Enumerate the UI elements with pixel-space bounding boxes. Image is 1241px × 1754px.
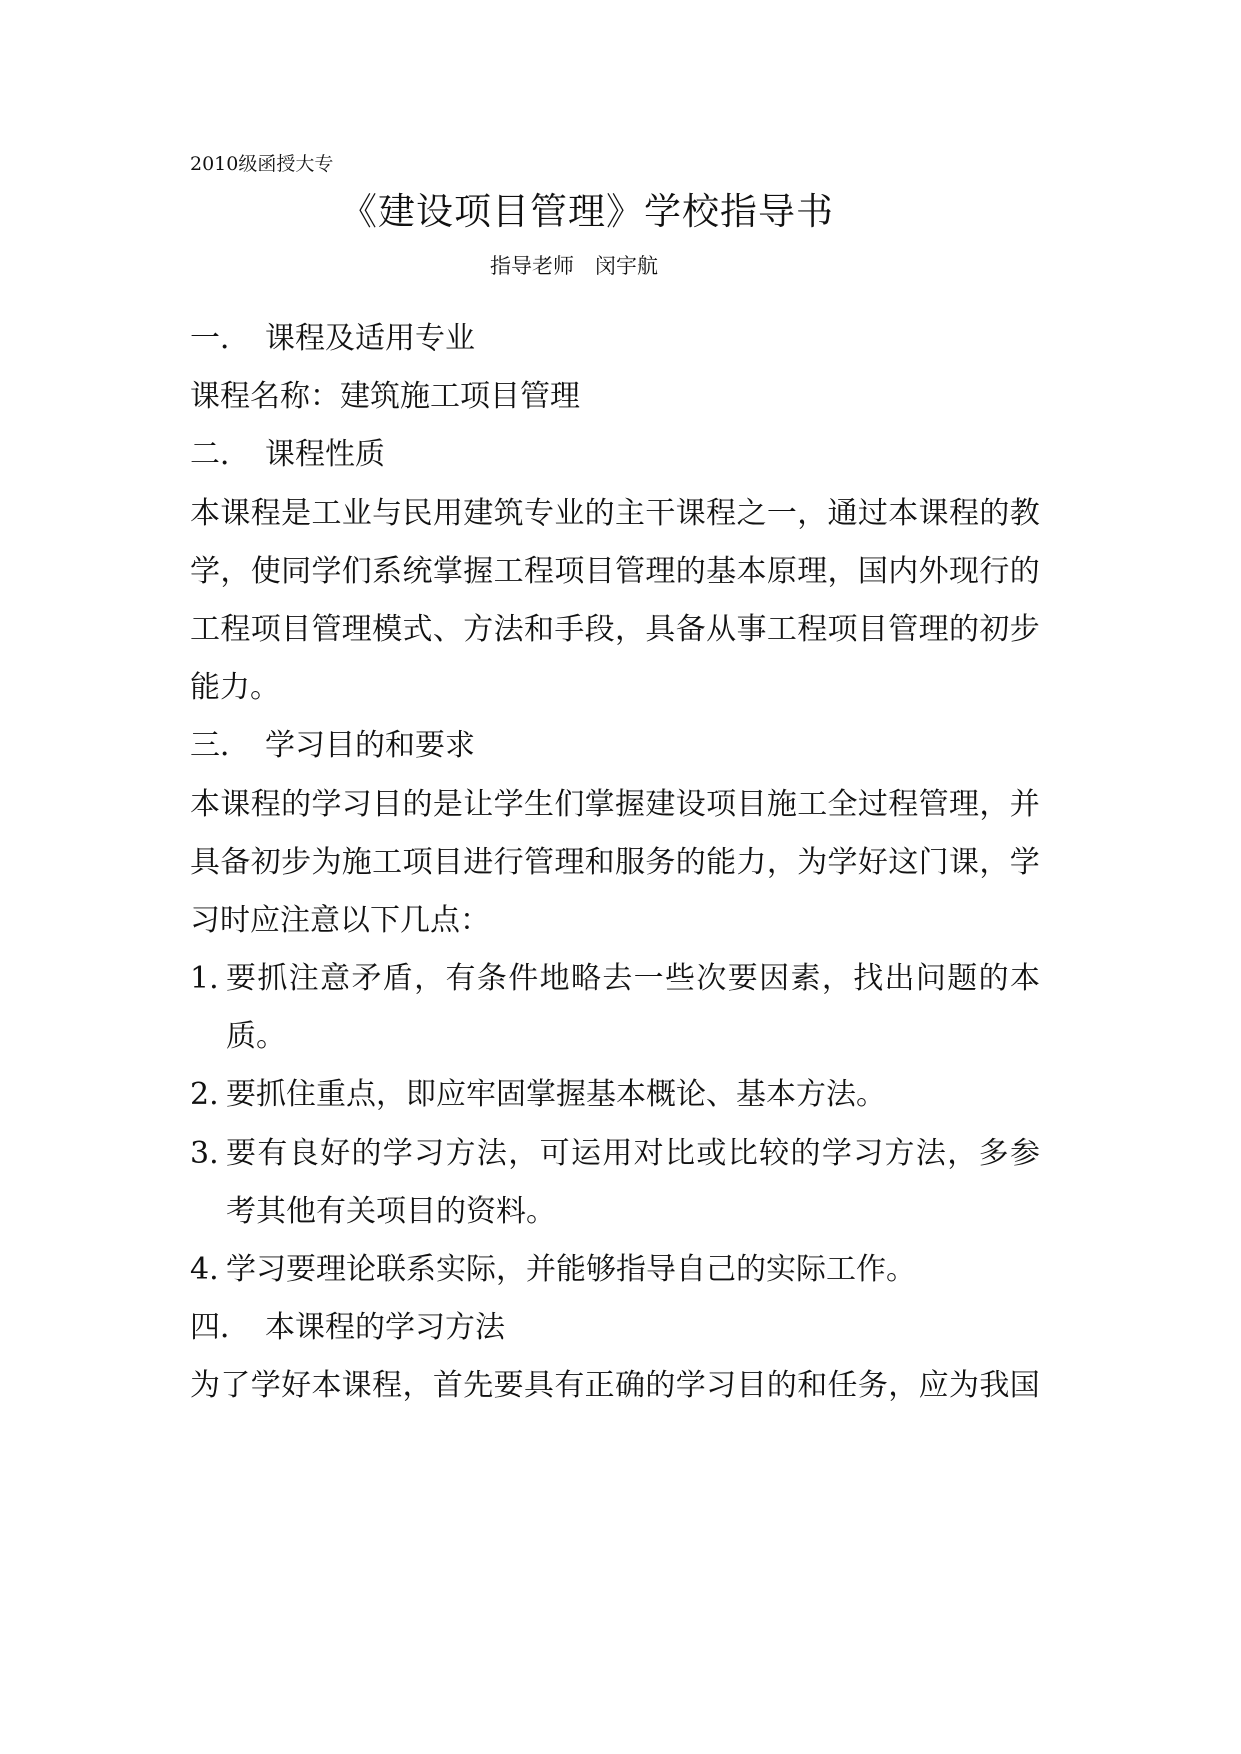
glyph: 项: [402, 845, 433, 880]
glyph: 本: [311, 1368, 342, 1403]
glyph: 的: [1009, 554, 1040, 589]
glyph: 好: [281, 1368, 312, 1403]
glyph: 国: [1009, 1368, 1040, 1403]
glyph: 务: [857, 1368, 888, 1403]
glyph: 较: [759, 1136, 790, 1171]
glyph: 了: [220, 1368, 251, 1403]
glyph: 比: [727, 1136, 758, 1171]
glyph: 务: [645, 845, 676, 880]
glyph: 握: [463, 554, 494, 589]
glyph: 理: [948, 787, 979, 822]
paragraph-line: 习时应注意以下几点：: [190, 903, 490, 938]
glyph: 的: [402, 787, 433, 822]
glyph: 目: [736, 787, 767, 822]
glyph: 程: [220, 612, 251, 647]
glyph: 对: [633, 1136, 664, 1171]
glyph: ，: [979, 787, 1010, 822]
glyph: 运: [570, 1136, 601, 1171]
glyph: 理: [918, 612, 949, 647]
glyph: 基: [706, 554, 737, 589]
glyph: 学: [311, 787, 342, 822]
glyph: 法: [915, 1136, 946, 1171]
glyph: 、: [432, 612, 463, 647]
glyph: 目: [736, 1368, 767, 1403]
glyph: 本: [736, 554, 767, 589]
glyph: 握: [615, 787, 646, 822]
glyph: 学: [382, 1136, 413, 1171]
glyph: 本: [888, 496, 919, 531]
glyph: 步: [281, 845, 312, 880]
glyph: 理: [797, 554, 828, 589]
glyph: 习: [853, 1136, 884, 1171]
glyph: 现: [948, 554, 979, 589]
glyph: 课: [918, 496, 949, 531]
glyph: 项: [706, 787, 737, 822]
glyph: 具: [190, 845, 220, 880]
glyph: 工: [311, 496, 342, 531]
section-heading-1: [190, 319, 1060, 359]
course-name-line: 课程名称：建筑施工项目管理: [190, 379, 580, 414]
instructor-line: 指导老师 闵宇航: [490, 254, 658, 278]
glyph: 学: [250, 1368, 281, 1403]
glyph: 的: [790, 1136, 821, 1171]
glyph: ，: [615, 612, 646, 647]
glyph: ，: [402, 1368, 433, 1403]
glyph: 要: [226, 961, 256, 996]
glyph: 管: [918, 787, 949, 822]
glyph: 本: [1009, 961, 1040, 996]
glyph: 的: [675, 845, 706, 880]
glyph: 的: [948, 612, 979, 647]
glyph: 与: [372, 496, 403, 531]
glyph: 掌: [432, 554, 463, 589]
paragraph-line: [190, 610, 1040, 650]
glyph: 专: [523, 496, 554, 531]
glyph: 理: [554, 845, 585, 880]
glyph: 有: [554, 1368, 585, 1403]
glyph: 问: [915, 961, 946, 996]
glyph: 是: [432, 787, 463, 822]
glyph: 这: [888, 845, 919, 880]
glyph: 的: [766, 1368, 797, 1403]
glyph: 主: [615, 496, 646, 531]
glyph: 干: [645, 496, 676, 531]
glyph: ，: [821, 961, 852, 996]
glyph: 素: [790, 961, 821, 996]
glyph: 初: [979, 612, 1010, 647]
glyph: 本: [190, 496, 220, 531]
glyph: 良: [288, 1136, 319, 1171]
glyph: 课: [220, 496, 251, 531]
list-item-text: 要抓住重点，即应牢固掌握基本概论、基本方法。: [226, 1077, 886, 1112]
glyph: 本: [190, 787, 220, 822]
glyph: 可: [539, 1136, 570, 1171]
glyph: 步: [1009, 612, 1040, 647]
glyph: 为: [948, 1368, 979, 1403]
glyph: 因: [759, 961, 790, 996]
glyph: 的: [645, 1368, 676, 1403]
glyph: 外: [918, 554, 949, 589]
section-title: 课程性质: [265, 437, 385, 472]
glyph: 具: [645, 612, 676, 647]
glyph: 正: [584, 1368, 615, 1403]
glyph: ，: [888, 1368, 919, 1403]
glyph: ，: [797, 496, 828, 531]
glyph: 法: [476, 1136, 507, 1171]
glyph: 们: [554, 787, 585, 822]
glyph: 并: [1009, 787, 1040, 822]
glyph: 参: [1009, 1136, 1040, 1171]
glyph: 地: [539, 961, 570, 996]
glyph: 进: [463, 845, 494, 880]
glyph: 课: [948, 845, 979, 880]
glyph: 方: [884, 1136, 915, 1171]
glyph: 目: [372, 787, 403, 822]
list-number: 4.: [190, 1252, 219, 1287]
paragraph-line: [190, 494, 1040, 534]
glyph: 能: [706, 845, 737, 880]
glyph: 内: [888, 554, 919, 589]
glyph: 的: [675, 554, 706, 589]
glyph: 之: [736, 496, 767, 531]
glyph: 项: [250, 612, 281, 647]
section-title: 学习目的和要求: [265, 728, 475, 763]
glyph: 习: [341, 787, 372, 822]
glyph: 次: [696, 961, 727, 996]
glyph: 建: [463, 496, 494, 531]
glyph: 先: [463, 1368, 494, 1403]
glyph: 题: [947, 961, 978, 996]
list-number: 3.: [190, 1136, 219, 1171]
glyph: 好: [320, 1136, 351, 1171]
glyph: 习: [414, 1136, 445, 1171]
glyph: 行: [979, 554, 1010, 589]
glyph: 程: [888, 787, 919, 822]
glyph: 矛: [351, 961, 382, 996]
glyph: 学: [190, 554, 220, 589]
glyph: 目: [432, 845, 463, 880]
glyph: 行: [493, 845, 524, 880]
glyph: 让: [463, 787, 494, 822]
header-note: 2010级函授大专: [190, 153, 334, 175]
glyph: 略: [570, 961, 601, 996]
glyph: 注: [288, 961, 319, 996]
glyph: 的: [281, 787, 312, 822]
glyph: ，: [766, 845, 797, 880]
glyph: 是: [281, 496, 312, 531]
glyph: 任: [827, 1368, 858, 1403]
paragraph-line: [190, 785, 1040, 825]
glyph: 去: [602, 961, 633, 996]
glyph: 施: [766, 787, 797, 822]
glyph: 程: [706, 496, 737, 531]
glyph: ，: [947, 1136, 978, 1171]
glyph: 理: [645, 554, 676, 589]
glyph: 和: [797, 1368, 828, 1403]
glyph: 国: [857, 554, 888, 589]
glyph: 力: [736, 845, 767, 880]
glyph: 学: [821, 1136, 852, 1171]
glyph: 教: [1009, 496, 1040, 531]
glyph: 工: [190, 612, 220, 647]
glyph: 建: [645, 787, 676, 822]
glyph: 初: [250, 845, 281, 880]
glyph: 和: [523, 612, 554, 647]
glyph: 掌: [584, 787, 615, 822]
glyph: 工: [493, 554, 524, 589]
glyph: 使: [250, 554, 281, 589]
glyph: 要: [727, 961, 758, 996]
glyph: 出: [884, 961, 915, 996]
section-title: 本课程的学习方法: [265, 1310, 505, 1345]
list-item-4: [190, 1250, 1060, 1290]
glyph: 设: [675, 787, 706, 822]
section-heading-4: [190, 1308, 1060, 1348]
glyph: 有: [257, 1136, 288, 1171]
section-heading-3: [190, 726, 1060, 766]
section-number: 三．: [190, 728, 250, 763]
glyph: 通: [827, 496, 858, 531]
glyph: 学: [493, 787, 524, 822]
glyph: 服: [615, 845, 646, 880]
glyph: 要: [226, 1136, 256, 1171]
glyph: 原: [766, 554, 797, 589]
glyph: 课: [675, 496, 706, 531]
glyph: 民: [402, 496, 433, 531]
glyph: 程: [250, 496, 281, 531]
glyph: 找: [853, 961, 884, 996]
glyph: 的: [978, 961, 1009, 996]
glyph: 学: [827, 845, 858, 880]
list-item-text: [226, 1134, 1040, 1174]
section-title: 课程及适用专业: [265, 321, 475, 356]
glyph: 些: [665, 961, 696, 996]
glyph: 要: [493, 1368, 524, 1403]
glyph: 同: [281, 554, 312, 589]
glyph: 统: [402, 554, 433, 589]
glyph: 首: [432, 1368, 463, 1403]
glyph: 筑: [493, 496, 524, 531]
glyph: 模: [372, 612, 403, 647]
glyph: 为: [311, 845, 342, 880]
glyph: 过: [857, 496, 888, 531]
list-item-1: [190, 959, 1060, 999]
paragraph-line: [190, 843, 1040, 883]
glyph: 们: [341, 554, 372, 589]
glyph: 的: [351, 1136, 382, 1171]
glyph: 条: [476, 961, 507, 996]
glyph: 的: [979, 496, 1010, 531]
glyph: ，: [220, 554, 251, 589]
glyph: 管: [311, 612, 342, 647]
glyph: 程: [250, 787, 281, 822]
glyph: 从: [706, 612, 737, 647]
glyph: 一: [766, 496, 797, 531]
glyph: 工: [797, 787, 828, 822]
glyph: 门: [918, 845, 949, 880]
glyph: 有: [445, 961, 476, 996]
glyph: 用: [602, 1136, 633, 1171]
glyph: 好: [857, 845, 888, 880]
glyph: ，: [414, 961, 445, 996]
glyph: 程: [948, 496, 979, 531]
glyph: 为: [797, 845, 828, 880]
glyph: 理: [341, 612, 372, 647]
list-item-continuation: 考其他有关项目的资料。: [226, 1194, 556, 1229]
paragraph-line: [190, 552, 1040, 592]
glyph: 我: [979, 1368, 1010, 1403]
glyph: ，: [827, 554, 858, 589]
glyph: 盾: [382, 961, 413, 996]
glyph: 具: [523, 1368, 554, 1403]
list-item-continuation: 质。: [226, 1019, 286, 1054]
glyph: 管: [888, 612, 919, 647]
glyph: 意: [320, 961, 351, 996]
glyph: 学: [1009, 845, 1040, 880]
list-item-2: [190, 1075, 1060, 1115]
glyph: 和: [584, 845, 615, 880]
glyph: 备: [675, 612, 706, 647]
glyph: 生: [523, 787, 554, 822]
glyph: 课: [220, 787, 251, 822]
glyph: 项: [554, 554, 585, 589]
glyph: 方: [445, 1136, 476, 1171]
document-title: 《建设项目管理》学校指导书: [340, 190, 834, 233]
list-number: 1.: [190, 961, 219, 996]
list-item-3: [190, 1134, 1060, 1174]
glyph: 比: [665, 1136, 696, 1171]
glyph: 管: [523, 845, 554, 880]
list-item-text: 学习要理论联系实际，并能够指导自己的实际工作。: [226, 1252, 916, 1287]
glyph: ，: [979, 845, 1010, 880]
glyph: 施: [341, 845, 372, 880]
glyph: 工: [766, 612, 797, 647]
section-number: 二．: [190, 437, 250, 472]
glyph: 一: [633, 961, 664, 996]
glyph: 项: [827, 612, 858, 647]
glyph: 全: [827, 787, 858, 822]
glyph: 目: [584, 554, 615, 589]
glyph: 业: [341, 496, 372, 531]
glyph: 抓: [257, 961, 288, 996]
glyph: 用: [432, 496, 463, 531]
section-number: 四．: [190, 1310, 250, 1345]
glyph: 工: [372, 845, 403, 880]
paragraph-line: [190, 1366, 1040, 1406]
glyph: 事: [736, 612, 767, 647]
glyph: ，: [508, 1136, 539, 1171]
glyph: 系: [372, 554, 403, 589]
glyph: 为: [190, 1368, 220, 1403]
glyph: 程: [523, 554, 554, 589]
glyph: 段: [584, 612, 615, 647]
glyph: 管: [615, 554, 646, 589]
section-number: 一．: [190, 321, 250, 356]
glyph: 目: [857, 612, 888, 647]
glyph: 或: [696, 1136, 727, 1171]
section-heading-2: [190, 435, 1060, 475]
glyph: 程: [797, 612, 828, 647]
glyph: 件: [508, 961, 539, 996]
glyph: 业: [554, 496, 585, 531]
glyph: 过: [857, 787, 888, 822]
glyph: 课: [341, 1368, 372, 1403]
glyph: 学: [675, 1368, 706, 1403]
glyph: 手: [554, 612, 585, 647]
glyph: 法: [493, 612, 524, 647]
glyph: 备: [220, 845, 251, 880]
paragraph-line: 能力。: [190, 670, 280, 705]
glyph: 多: [978, 1136, 1009, 1171]
glyph: 学: [311, 554, 342, 589]
glyph: 程: [372, 1368, 403, 1403]
glyph: 式: [402, 612, 433, 647]
glyph: 应: [918, 1368, 949, 1403]
glyph: 方: [463, 612, 494, 647]
list-number: 2.: [190, 1077, 219, 1112]
glyph: 习: [706, 1368, 737, 1403]
glyph: 目: [281, 612, 312, 647]
list-item-text: [226, 959, 1040, 999]
glyph: 确: [615, 1368, 646, 1403]
glyph: 的: [584, 496, 615, 531]
